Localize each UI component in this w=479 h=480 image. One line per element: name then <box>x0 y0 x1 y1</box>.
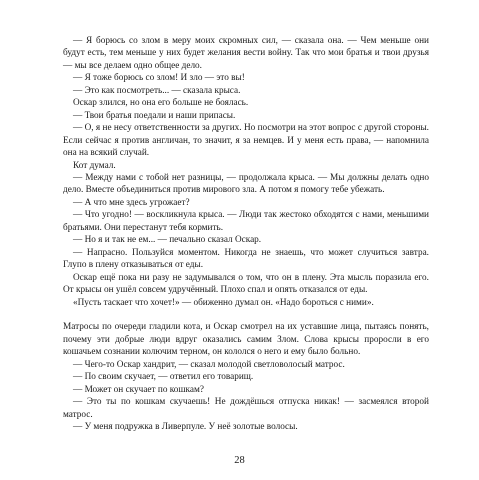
paragraph: Оскар злился, но она его больше не боялась. <box>73 98 249 109</box>
paragraph: — Что угодно! — воскликнула крыса. — Люди так жестоко обходятся с нами, меньшими братьями. Они перестанут тебя кормить. <box>63 210 429 233</box>
paragraph: — О, я не несу ответственности за других. Но посмотри на этот вопрос с другой стороны. Если сейчас я против англичан, то значит, я за немцев. И у меня есть права, — напомнила она на всякий случай. <box>63 123 429 159</box>
paragraph: Матросы по очереди гладили кота, и Оскар смотрел на их уставшие лица, пытаясь понять, почему эти добрые люди вдруг оказались самим Злом. Слова крысы проросли в его кошачьем сознании колючим терном, он кололся о него и ему было больно. <box>63 322 429 358</box>
section-break <box>63 309 429 321</box>
paragraph: — А что мне здесь угрожает? <box>73 197 190 208</box>
text-block-1 <box>63 35 429 309</box>
page-number: 28 <box>234 455 245 466</box>
paragraph: — Твои братья поедали и наши припасы. <box>73 110 236 121</box>
paragraph: «Пусть таскает что хочет!» — обиженно думал он. «Надо бороться с ними». <box>73 297 374 308</box>
paragraph: — Я тоже борюсь со злом! И зло — это вы! <box>73 73 245 84</box>
paragraph: — Это как посмотреть... — сказала крыса. <box>73 85 241 96</box>
paragraph: — Между нами с тобой нет разницы, — продолжала крыса. — Мы должны делать одно дело. Вместе объединиться против мирового зла. А потом я помогу тебе убежать. <box>63 172 429 196</box>
text-block-2 <box>63 321 429 433</box>
paragraph: — Я борюсь со злом в меру моих скромных сил, — сказала она. — Чем меньше они будут есть, тем меньше у них будет желания вести войну. Так что мои братья и твои друзья — мы все делаем одно общее дело. <box>63 36 429 71</box>
paragraph: — Это ты по кошкам скучаешь! Не дождёшься отпуска никак! — засмеялся второй матрос. <box>63 397 429 420</box>
paragraph: Кот думал. <box>73 160 116 171</box>
paragraph: — Но я и так не ем... — печально сказал Оскар. <box>73 235 262 246</box>
paragraph: — У меня подружка в Ливерпуле. У неё золотые волосы. <box>73 421 298 432</box>
paragraph: — Может он скучает по кошкам? <box>73 384 204 395</box>
paragraph: — По своим скучает, — ответил его товарищ. <box>73 372 254 383</box>
paragraph: — Напрасно. Пользуйся моментом. Никогда не знаешь, что может случиться завтра. Глупо в плену отказываться от еды. <box>63 247 429 271</box>
paragraph: — Чего-то Оскар хандрит, — сказал молодой светловолосый матрос. <box>73 359 345 370</box>
paragraph: Оскар ещё пока ни разу не задумывался о том, что он в плену. Эта мысль поразила его. От крысы он ушёл совсем удручённый. Плохо спал и опять отказался от еды. <box>63 272 429 296</box>
